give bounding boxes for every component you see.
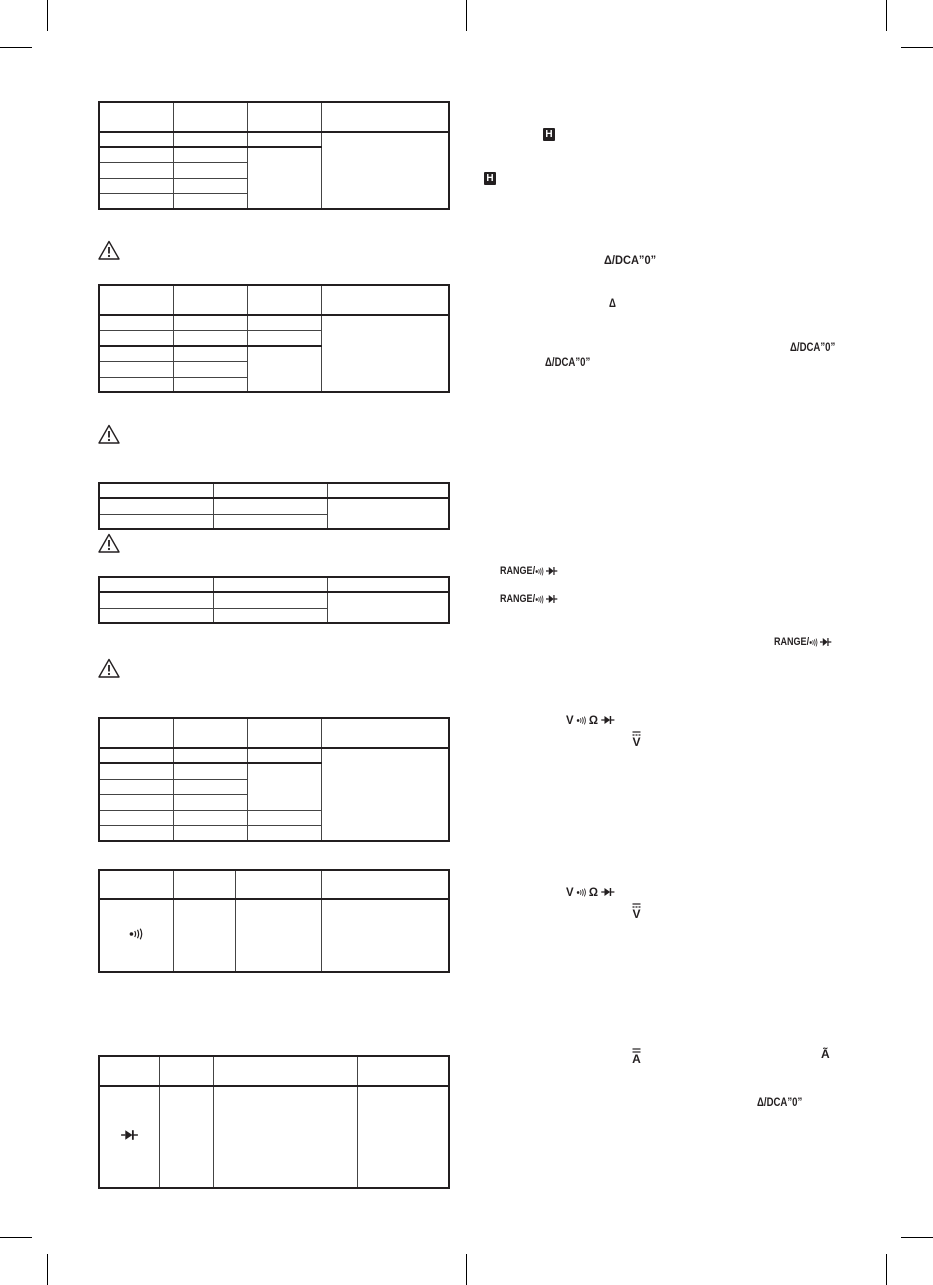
table-cell [173, 147, 247, 162]
table-header-cell [213, 1056, 357, 1086]
amp-symbol-text: A [632, 1052, 641, 1066]
continuity-icon [576, 716, 586, 725]
table-cell [99, 825, 173, 841]
table-cell [321, 748, 449, 841]
table-cell [99, 794, 173, 810]
spec-table-7 [98, 1055, 450, 1189]
dc-voltage-symbol [632, 731, 641, 748]
warning-triangle-icon [98, 658, 120, 678]
dc-current-symbol [632, 1048, 641, 1065]
table-cell [99, 147, 173, 162]
spec-table-6 [98, 869, 450, 973]
table-header-cell [235, 870, 321, 899]
spec-table-4 [98, 576, 450, 624]
table-cell [99, 763, 173, 779]
table-header-cell [99, 870, 173, 899]
spec-table-1 [98, 101, 450, 210]
crop-mark [0, 47, 32, 48]
spec-table-5 [98, 717, 450, 842]
range-key-text: RANGE/ [774, 636, 810, 648]
range-key-text: RANGE/ [500, 565, 536, 577]
table-header-cell [247, 102, 321, 132]
table-header-cell [213, 483, 327, 498]
ac-current-symbol: Ã [821, 1047, 830, 1061]
range-continuity-diode-key [500, 593, 557, 605]
table-cell [173, 825, 247, 841]
table-cell [247, 132, 321, 147]
table-cell [99, 132, 173, 147]
table-cell [99, 1086, 159, 1188]
table-cell [99, 608, 213, 623]
crop-mark [47, 0, 48, 31]
table-cell [99, 779, 173, 794]
table-header-cell [321, 870, 449, 899]
table-cell [173, 178, 247, 193]
range-key-text: RANGE/ [500, 593, 536, 605]
range-continuity-diode-key [774, 636, 831, 648]
crop-mark [466, 0, 467, 31]
table-cell [247, 825, 321, 841]
table-cell [213, 592, 327, 608]
table-header-cell [327, 577, 449, 592]
table-header-cell [327, 483, 449, 498]
table-cell [99, 592, 213, 608]
warning-triangle-icon [98, 240, 120, 260]
diode-icon [601, 887, 614, 897]
diode-icon [546, 594, 557, 604]
continuity-icon [535, 595, 544, 604]
table-cell [173, 361, 247, 377]
crop-mark [901, 47, 933, 48]
table-cell [99, 514, 213, 529]
table-header-cell [321, 718, 449, 748]
table-cell [321, 315, 449, 392]
hold-icon [543, 128, 555, 141]
continuity-icon [576, 888, 586, 897]
table-header-cell [213, 577, 327, 592]
hold-icon [484, 172, 496, 185]
spec-table-3 [98, 482, 450, 530]
continuity-icon [809, 638, 818, 647]
table-cell [213, 514, 327, 529]
delta-key-label: Δ [609, 296, 616, 310]
crop-mark [47, 1254, 48, 1285]
table-cell [173, 763, 247, 779]
function-dial-v-continuity-ohm-diode [566, 714, 614, 726]
table-cell [173, 748, 247, 763]
delta-dca-zero-key-label: Δ/DCA”0” [757, 1095, 803, 1109]
table-header-cell [99, 285, 173, 315]
table-cell [213, 608, 327, 623]
table-header-cell [173, 718, 247, 748]
crop-mark [886, 1254, 887, 1285]
table-cell [327, 498, 449, 529]
table-cell [213, 498, 327, 514]
table-cell [247, 810, 321, 825]
table-cell [173, 899, 235, 972]
table-cell [247, 147, 321, 209]
table-header-cell [357, 1056, 449, 1086]
table-cell [99, 810, 173, 825]
crop-mark [886, 0, 887, 31]
table-cell [99, 178, 173, 193]
table-header-cell [99, 102, 173, 132]
dc-voltage-symbol [632, 903, 641, 920]
table-cell [99, 377, 173, 392]
delta-dca-zero-key-label: Δ/DCA”0” [790, 340, 836, 354]
table-header-cell [173, 102, 247, 132]
diode-icon [820, 637, 831, 647]
hold-icon-letter: H [486, 173, 494, 184]
table-header-cell [159, 1056, 213, 1086]
table-header-cell [247, 718, 321, 748]
table-cell [99, 162, 173, 178]
table-header-cell [99, 1056, 159, 1086]
ohm-symbol-text: Ω [588, 885, 598, 899]
table-header-cell [99, 718, 173, 748]
table-cell [99, 361, 173, 377]
range-continuity-diode-key [500, 565, 557, 577]
table-cell [173, 193, 247, 209]
volt-symbol-text: V [566, 885, 574, 899]
table-cell [235, 899, 321, 972]
table-cell [213, 1086, 357, 1188]
diode-icon [121, 1129, 138, 1141]
table-cell [321, 899, 449, 972]
table-cell [173, 315, 247, 330]
table-header-cell [99, 483, 213, 498]
table-cell [99, 315, 173, 330]
table-cell [247, 346, 321, 392]
table-cell [173, 346, 247, 361]
table-cell [173, 330, 247, 346]
table-header-cell [173, 285, 247, 315]
table-cell [357, 1086, 449, 1188]
table-cell [247, 330, 321, 346]
table-cell [99, 899, 173, 972]
table-cell [247, 763, 321, 810]
table-cell [173, 132, 247, 147]
hold-icon-letter: H [545, 129, 553, 140]
volt-symbol-text: V [566, 713, 574, 727]
table-header-cell [247, 285, 321, 315]
ohm-symbol-text: Ω [588, 713, 598, 727]
table-header-cell [173, 870, 235, 899]
crop-mark [901, 1237, 933, 1238]
table-cell [173, 810, 247, 825]
table-cell [173, 377, 247, 392]
table-cell [159, 1086, 213, 1188]
table-header-cell [321, 285, 449, 315]
volt-symbol-text: V [632, 907, 641, 921]
table-cell [327, 592, 449, 623]
table-cell [99, 346, 173, 361]
continuity-icon [129, 928, 144, 940]
table-cell [173, 779, 247, 794]
function-dial-v-continuity-ohm-diode [566, 886, 614, 898]
diode-icon [601, 715, 614, 725]
diode-icon [546, 566, 557, 576]
table-cell [247, 748, 321, 763]
table-header-cell [99, 577, 213, 592]
table-cell [173, 794, 247, 810]
crop-mark [0, 1237, 32, 1238]
table-cell [99, 498, 213, 514]
warning-triangle-icon [98, 424, 120, 444]
table-cell [321, 132, 449, 209]
delta-dca-zero-key-label: Δ/DCA”0” [604, 253, 657, 267]
table-header-cell [321, 102, 449, 132]
table-cell [247, 315, 321, 330]
spec-table-2 [98, 284, 450, 393]
continuity-icon [535, 567, 544, 576]
delta-dca-zero-key-label: Δ/DCA”0” [545, 355, 591, 369]
volt-symbol-text: V [632, 735, 641, 749]
warning-triangle-icon [98, 533, 120, 553]
table-cell [99, 330, 173, 346]
table-cell [173, 162, 247, 178]
crop-mark [466, 1254, 467, 1285]
table-cell [99, 748, 173, 763]
table-cell [99, 193, 173, 209]
